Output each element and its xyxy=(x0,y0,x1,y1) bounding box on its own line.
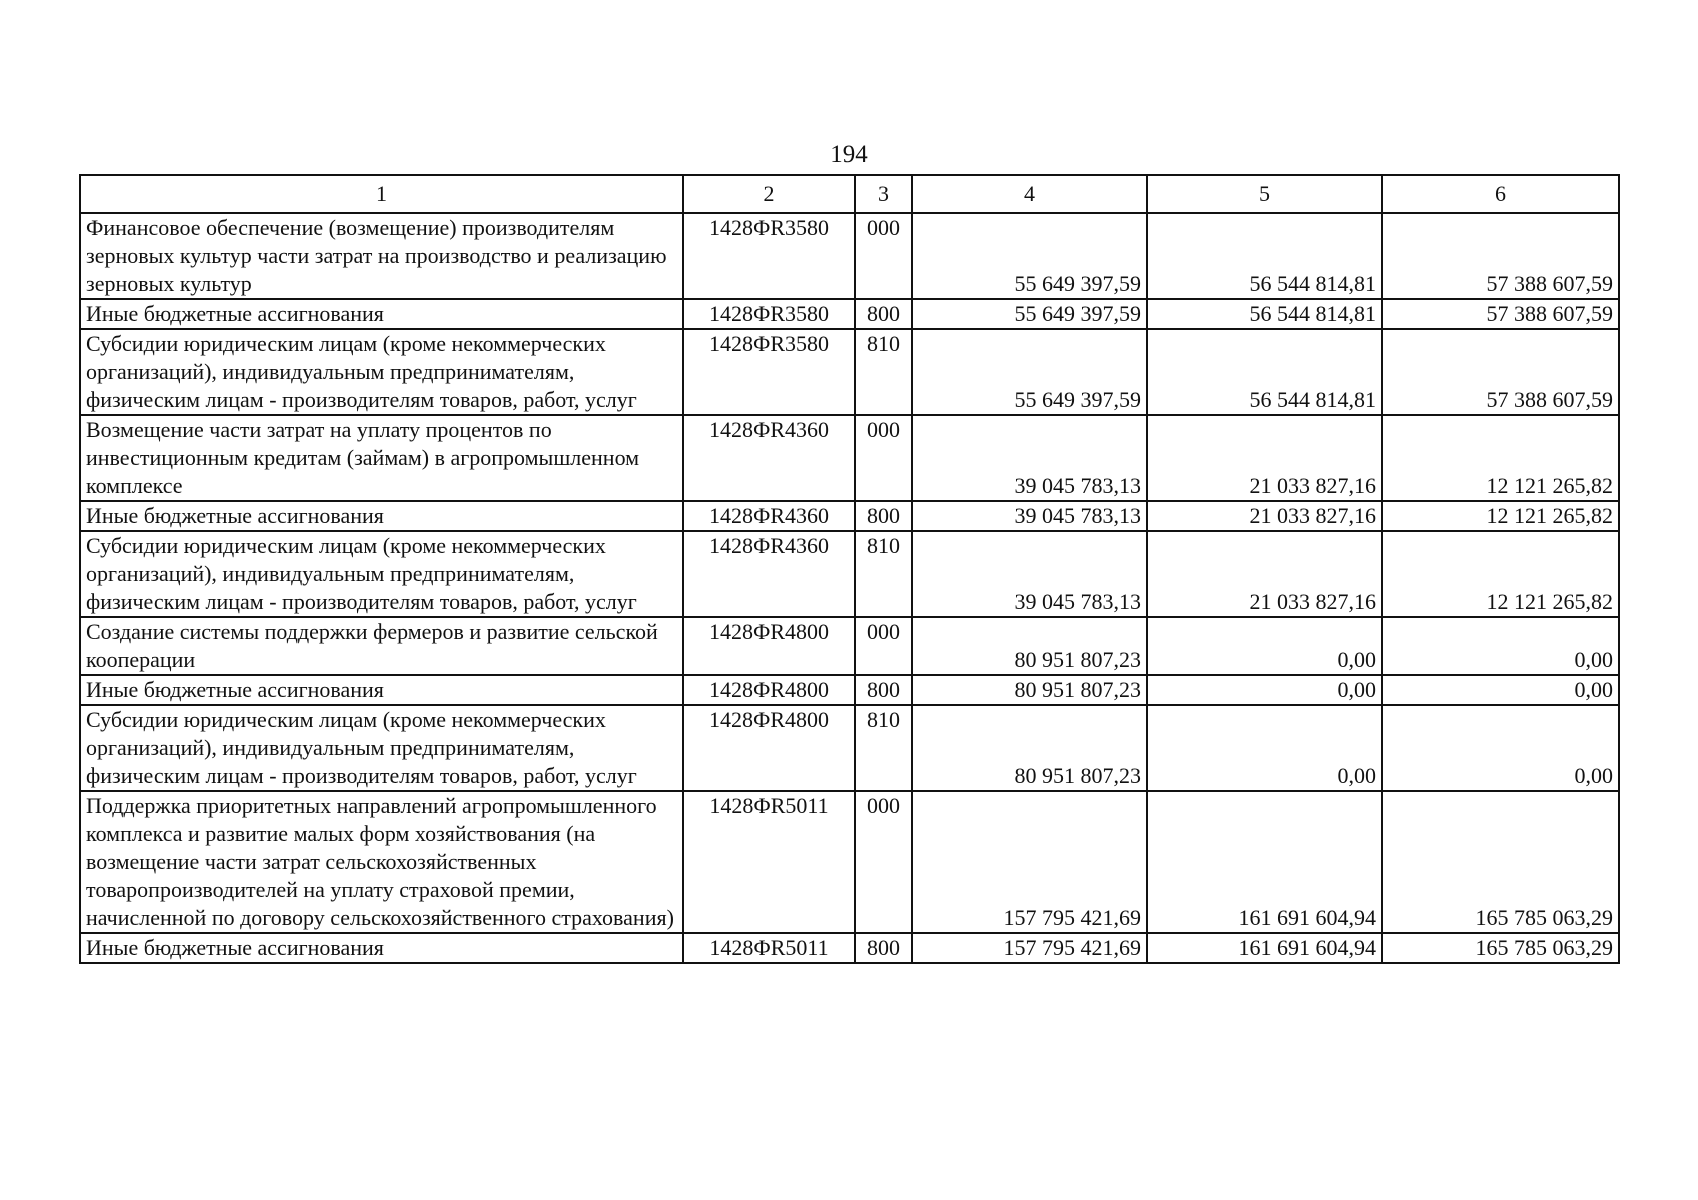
row-value-4: 157 795 421,69 xyxy=(912,791,1147,933)
row-type: 800 xyxy=(855,933,912,963)
row-type: 000 xyxy=(855,213,912,299)
row-value-4: 39 045 783,13 xyxy=(912,501,1147,531)
table-row xyxy=(80,675,1619,705)
row-value-6: 12 121 265,82 xyxy=(1382,531,1619,617)
table-row xyxy=(80,501,1619,531)
row-code: 1428ФR3580 xyxy=(683,213,855,299)
table-row xyxy=(80,933,1619,963)
row-value-6: 57 388 607,59 xyxy=(1382,213,1619,299)
row-value-5: 56 544 814,81 xyxy=(1147,213,1382,299)
row-type: 800 xyxy=(855,501,912,531)
row-code: 1428ФR4800 xyxy=(683,617,855,675)
row-value-4: 55 649 397,59 xyxy=(912,329,1147,415)
row-code: 1428ФR4360 xyxy=(683,501,855,531)
row-value-6: 57 388 607,59 xyxy=(1382,299,1619,329)
row-code: 1428ФR3580 xyxy=(683,299,855,329)
table-row xyxy=(80,213,1619,299)
row-type: 810 xyxy=(855,531,912,617)
column-header: 5 xyxy=(1147,175,1382,213)
row-name: Иные бюджетные ассигнования xyxy=(80,675,683,705)
row-name: Субсидии юридическим лицам (кроме некоммерческих организаций), индивидуальным предпринимателям, физическим лицам - производителям товаров, работ, услуг xyxy=(80,531,683,617)
table-row xyxy=(80,299,1619,329)
row-name: Иные бюджетные ассигнования xyxy=(80,501,683,531)
row-value-6: 12 121 265,82 xyxy=(1382,415,1619,501)
row-value-5: 21 033 827,16 xyxy=(1147,501,1382,531)
row-name: Создание системы поддержки фермеров и развитие сельской кооперации xyxy=(80,617,683,675)
row-value-4: 39 045 783,13 xyxy=(912,415,1147,501)
column-header: 6 xyxy=(1382,175,1619,213)
row-value-6: 12 121 265,82 xyxy=(1382,501,1619,531)
row-value-5: 0,00 xyxy=(1147,705,1382,791)
column-header: 1 xyxy=(80,175,683,213)
row-name: Возмещение части затрат на уплату процентов по инвестиционным кредитам (займам) в агропромышленном комплексе xyxy=(80,415,683,501)
row-code: 1428ФR3580 xyxy=(683,329,855,415)
row-value-4: 55 649 397,59 xyxy=(912,299,1147,329)
row-name: Поддержка приоритетных направлений агропромышленного комплекса и развитие малых форм хозяйствования (на возмещение части затрат сельскохозяйственных товаропроизводителей на уплату страховой премии, начисленной по договору сельскохозяйственного страхования) xyxy=(80,791,683,933)
row-value-4: 80 951 807,23 xyxy=(912,675,1147,705)
row-value-6: 57 388 607,59 xyxy=(1382,329,1619,415)
row-value-5: 161 691 604,94 xyxy=(1147,791,1382,933)
page-number: 194 xyxy=(830,141,868,168)
column-header: 2 xyxy=(683,175,855,213)
row-value-5: 161 691 604,94 xyxy=(1147,933,1382,963)
table-row xyxy=(80,791,1619,933)
row-code: 1428ФR5011 xyxy=(683,791,855,933)
row-code: 1428ФR4800 xyxy=(683,675,855,705)
row-value-5: 56 544 814,81 xyxy=(1147,299,1382,329)
row-name: Субсидии юридическим лицам (кроме некоммерческих организаций), индивидуальным предпринимателям, физическим лицам - производителям товаров, работ, услуг xyxy=(80,329,683,415)
row-code: 1428ФR5011 xyxy=(683,933,855,963)
row-value-6: 165 785 063,29 xyxy=(1382,791,1619,933)
table-row xyxy=(80,617,1619,675)
row-value-4: 80 951 807,23 xyxy=(912,705,1147,791)
row-type: 000 xyxy=(855,415,912,501)
row-type: 810 xyxy=(855,705,912,791)
row-name: Финансовое обеспечение (возмещение) производителям зерновых культур части затрат на производство и реализацию зерновых культур xyxy=(80,213,683,299)
column-header: 4 xyxy=(912,175,1147,213)
row-value-5: 0,00 xyxy=(1147,617,1382,675)
row-name: Иные бюджетные ассигнования xyxy=(80,299,683,329)
row-value-4: 39 045 783,13 xyxy=(912,531,1147,617)
row-value-5: 21 033 827,16 xyxy=(1147,415,1382,501)
column-header: 3 xyxy=(855,175,912,213)
table-row xyxy=(80,531,1619,617)
row-type: 800 xyxy=(855,675,912,705)
row-name: Субсидии юридическим лицам (кроме некоммерческих организаций), индивидуальным предпринимателям, физическим лицам - производителям товаров, работ, услуг xyxy=(80,705,683,791)
row-type: 000 xyxy=(855,791,912,933)
row-type: 000 xyxy=(855,617,912,675)
budget-table xyxy=(79,174,1620,964)
row-name: Иные бюджетные ассигнования xyxy=(80,933,683,963)
row-type: 800 xyxy=(855,299,912,329)
table-row xyxy=(80,705,1619,791)
table-row xyxy=(80,415,1619,501)
row-code: 1428ФR4800 xyxy=(683,705,855,791)
row-value-6: 0,00 xyxy=(1382,675,1619,705)
row-value-6: 0,00 xyxy=(1382,617,1619,675)
row-value-4: 55 649 397,59 xyxy=(912,213,1147,299)
row-value-4: 157 795 421,69 xyxy=(912,933,1147,963)
row-value-6: 0,00 xyxy=(1382,705,1619,791)
row-value-4: 80 951 807,23 xyxy=(912,617,1147,675)
row-value-5: 0,00 xyxy=(1147,675,1382,705)
row-type: 810 xyxy=(855,329,912,415)
header-row xyxy=(80,175,1619,213)
table-row xyxy=(80,329,1619,415)
row-value-6: 165 785 063,29 xyxy=(1382,933,1619,963)
row-value-5: 21 033 827,16 xyxy=(1147,531,1382,617)
row-value-5: 56 544 814,81 xyxy=(1147,329,1382,415)
row-code: 1428ФR4360 xyxy=(683,415,855,501)
row-code: 1428ФR4360 xyxy=(683,531,855,617)
